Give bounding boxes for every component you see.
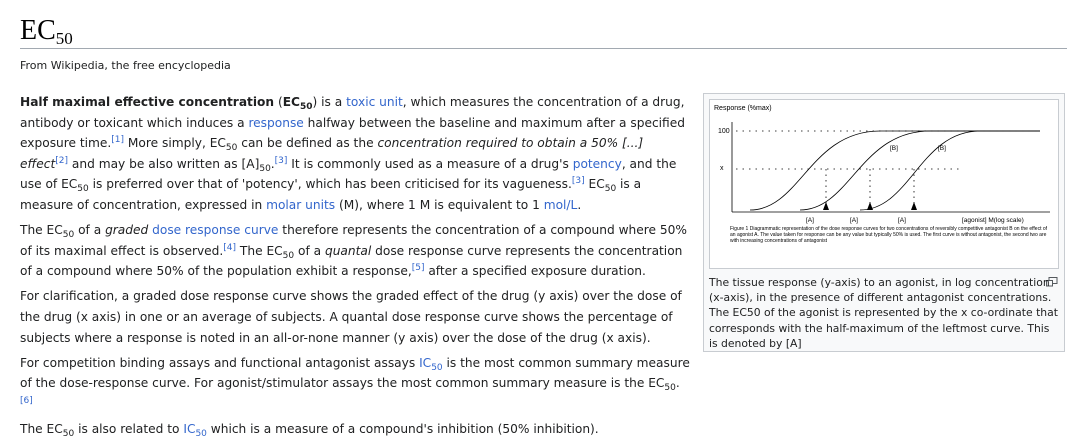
article-body <box>20 92 690 444</box>
link-ic50-b[interactable]: $IC_{50}$ <box>183 421 207 439</box>
link-toxic-unit[interactable]: toxic unit <box>346 95 403 109</box>
paragraph-5: The $EC_{50}$ is also related to $IC_{50}$ which is a measure of a compound's inhibition (50% inhibition). <box>20 421 599 439</box>
arrow-2 <box>867 202 873 210</box>
ref-6[interactable]: [6] <box>20 395 33 406</box>
link-mol-l[interactable]: mol/L <box>543 197 578 212</box>
link-molar-units[interactable]: molar units <box>266 197 336 212</box>
curve-label-b1: [B] <box>890 145 898 152</box>
ref-2[interactable]: [2] <box>55 155 69 166</box>
arrow-3 <box>911 202 917 210</box>
curve-label-b2: [B] <box>938 145 946 152</box>
y-tick-100: 100 <box>718 128 730 135</box>
ref-3b[interactable]: [3] <box>571 176 585 187</box>
ref-5[interactable]: [5] <box>411 263 425 274</box>
tagline: From Wikipedia, the free encyclopedia <box>20 59 231 72</box>
ref-1[interactable]: [1] <box>111 135 125 146</box>
figure-note-wrap <box>730 226 1052 266</box>
curve-antagonist-1 <box>800 131 1040 210</box>
link-dose-response-curve[interactable]: dose response curve <box>152 223 279 238</box>
page-title: $EC_{50}$ <box>20 16 1067 49</box>
paragraph-2: The $EC_{50}$ of a graded dose response curve therefore represents the concentration of a compound where 50% of its maximal effect is observed.[4] The $EC_{50}$ of a quantal dose response curve represents the concentration of a compound where 50% of the population exhibit a response,[5] after a specified exposure duration. <box>20 223 687 279</box>
x-mark-2: [A] <box>850 217 858 224</box>
x-mark-3: [A] <box>898 217 906 224</box>
y-tick-x: x <box>720 165 724 172</box>
curve-antagonist-2 <box>860 131 1040 210</box>
diagram-svg <box>710 100 1058 268</box>
diagram-y-title: Response (%max) <box>714 105 772 112</box>
figure-note: Figure 1 Diagrammatic representation of the dose response curves for two concentrations of reversibly competitive antagonist B on the effect of an agonist A. The value taken for response can be any value but typically 50% is used. The first curve is without antagonist, the second two are with increasing concentrations of antagonist <box>730 226 1048 244</box>
x-axis-label: [agonist] M(log scale) <box>962 217 1024 224</box>
link-response[interactable]: response <box>248 115 304 130</box>
curve-no-antagonist <box>750 131 1040 210</box>
paragraph-1: Half maximal effective concentration $(EC_{50})$ is a toxic unit, which measures the concentration of a drug, antibody or toxicant which induces a response halfway between the baseline and maximum after a specified exposure time.[1] More simply, $EC_{50}$ can be defined as the concentration required to obtain a 50% [...] effect[2] and may be also written as $[A]_{50}.[3]$ It is commonly used as a measure of a drug's potency, and the use of $EC_{50}$ is preferred over that of 'potency', which has been criticised for its vagueness.[3] $EC_{50}$ is a measure of concentration, expressed in molar units (M), where 1 M is equivalent to 1 mol/L. <box>20 95 685 212</box>
figure-caption: The tissue response (y-axis) to an agonist, in log concentration (x-axis), in the presence of different antagonist concentrations. The EC50 of the agonist is represented by the x co-ordinate that corresponds with the half-maximum of the leftmost curve. This is denoted by [A] <box>709 276 1059 350</box>
ref-4[interactable]: [4] <box>223 242 237 253</box>
ref-3[interactable]: [3] <box>274 155 288 166</box>
paragraph-3: For clarification, a graded dose response curve shows the graded effect of the drug (y axis) over the dose of the drug (x axis) in one or an average of subjects. A quantal dose response curve shows the percentage of subjects where a response is noted in an all-or-none manner (y axis) over the dose of the drug (x axis). <box>20 289 682 345</box>
link-potency[interactable]: potency <box>572 156 622 171</box>
paragraph-4: For competition binding assays and functional antagonist assays $IC_{50}$ is the most common summary measure of the dose-response curve. For agonist/stimulator assays the most common summary measure is the $EC_{50}.[6]$ <box>20 355 690 406</box>
x-mark-1: [A] <box>806 217 814 224</box>
dose-response-diagram[interactable] <box>709 99 1059 269</box>
link-ic50[interactable]: $IC_{50}$ <box>419 355 443 373</box>
figure-box <box>703 93 1065 352</box>
